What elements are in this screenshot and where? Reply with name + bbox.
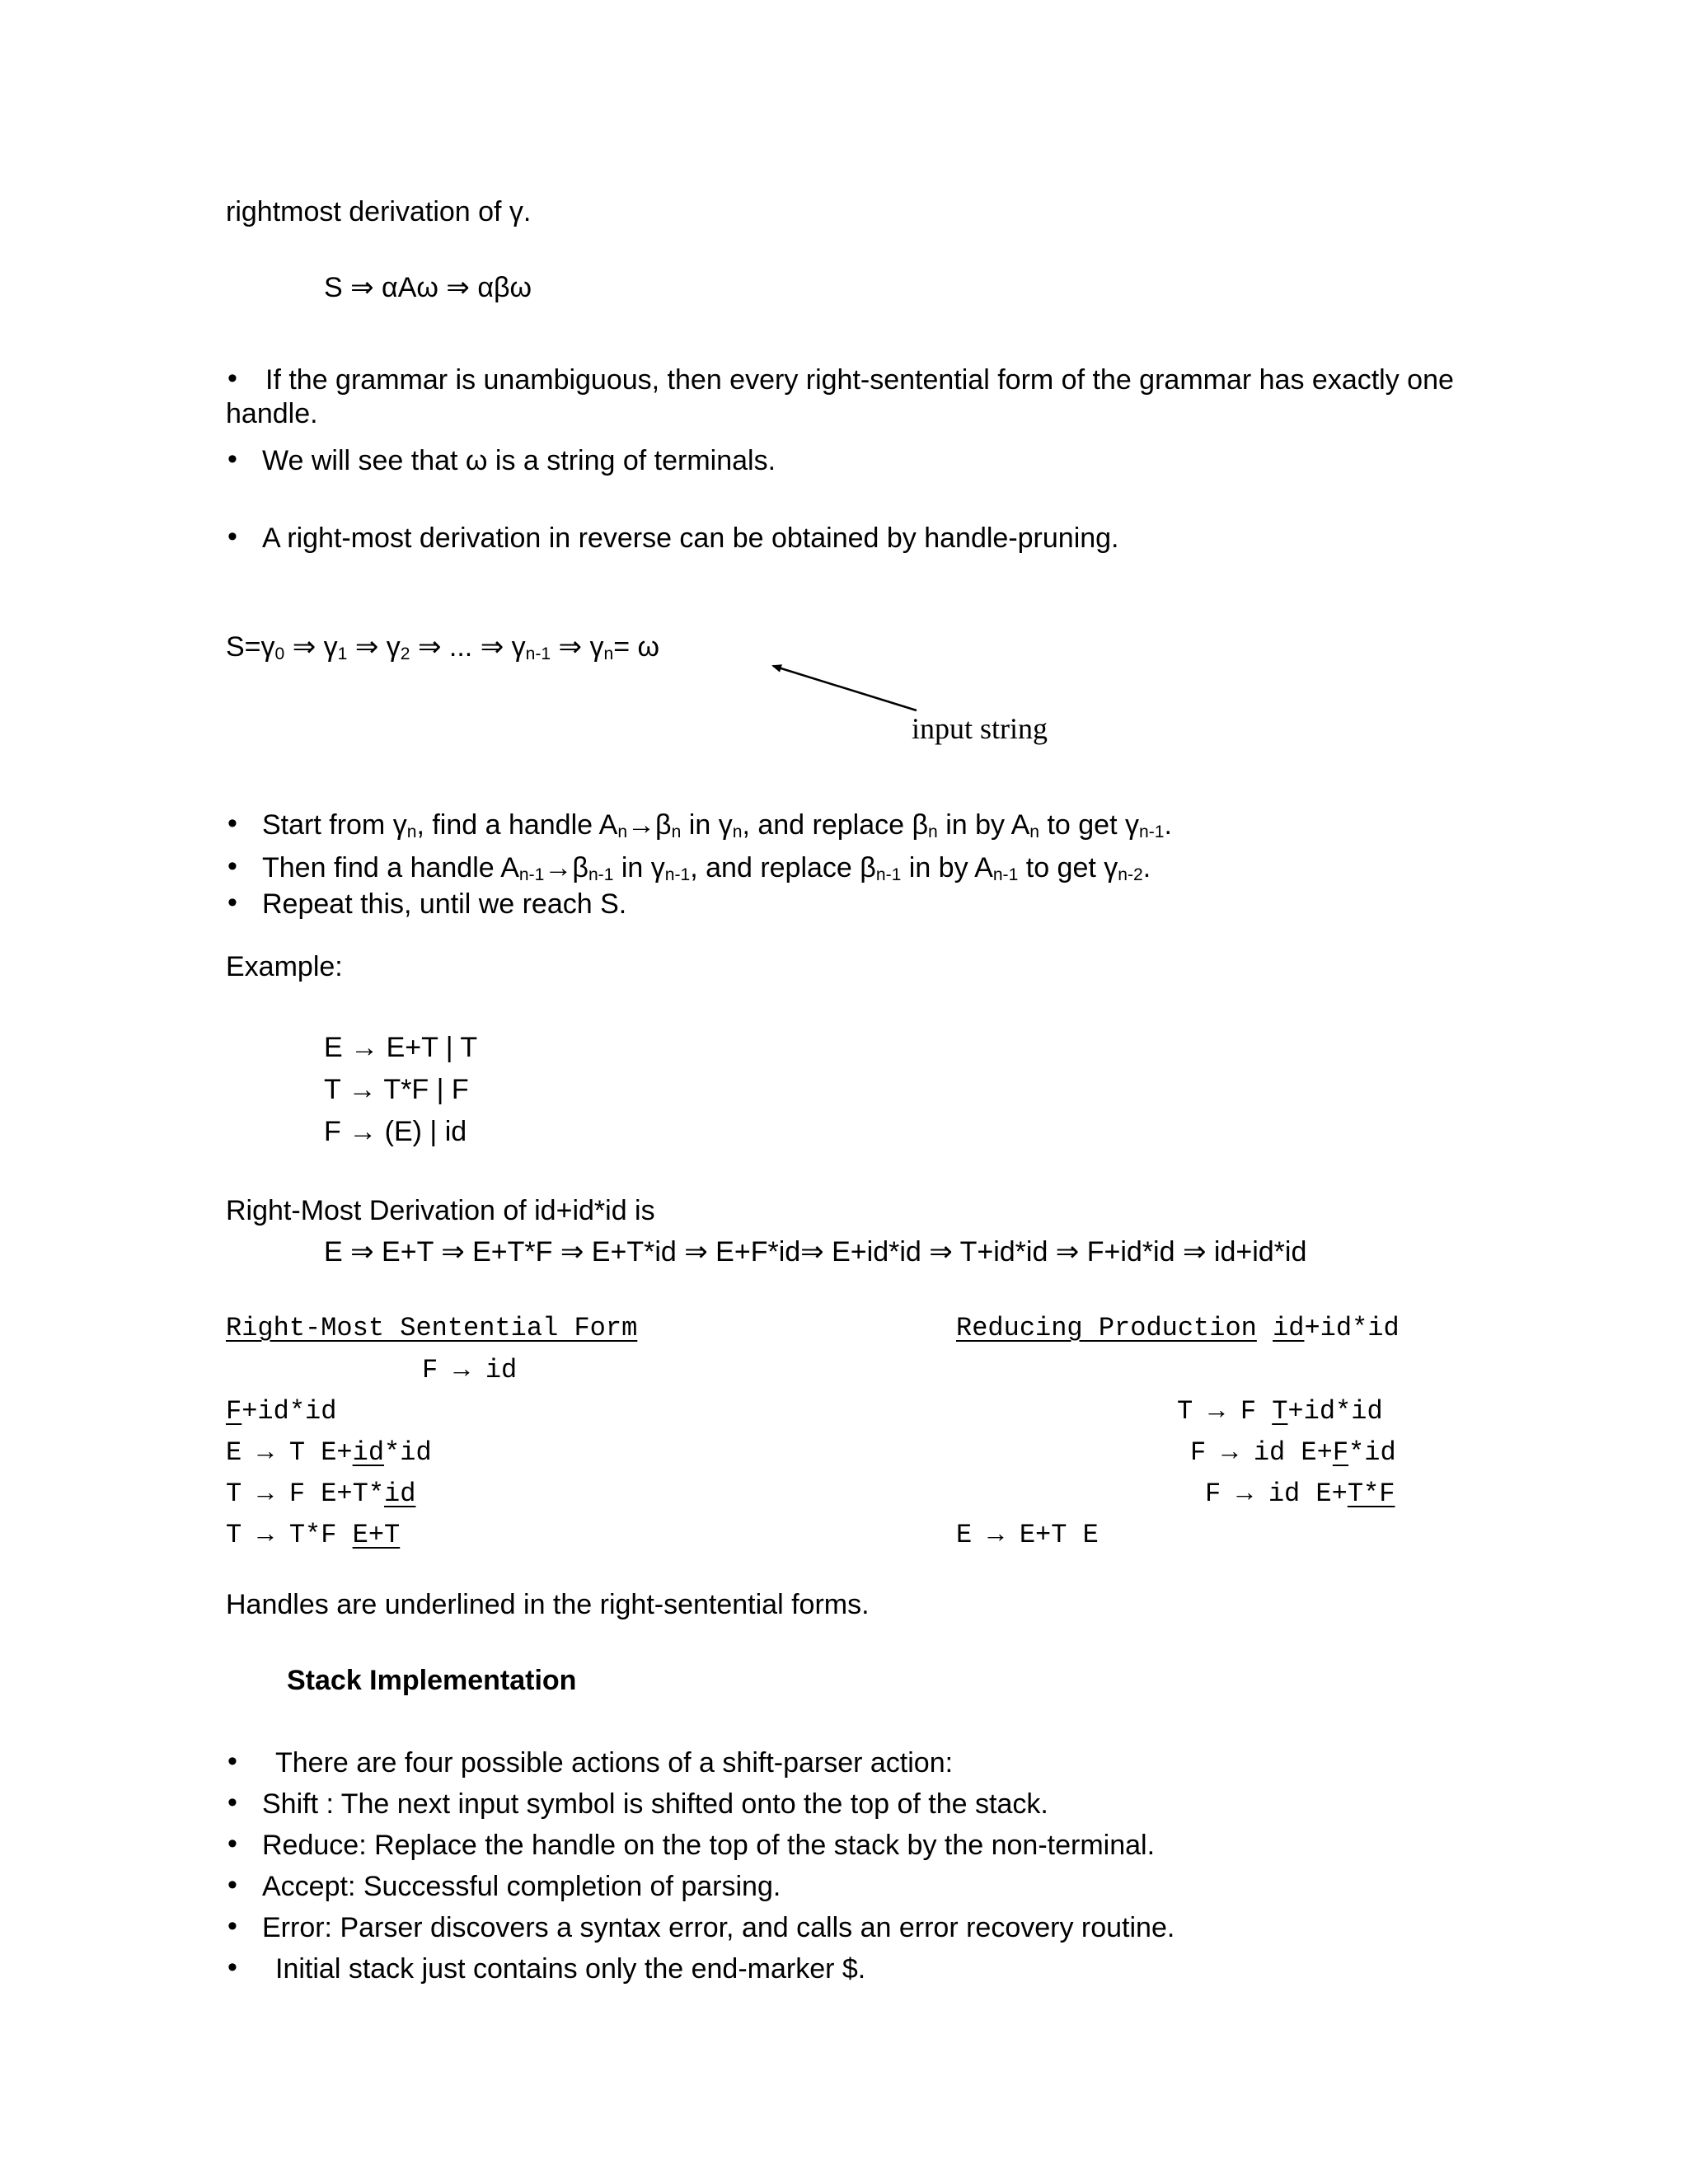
bullet-text: Then find a handle $A_{n-1}\to\beta_{n-1}$ in $\gamma_{n-1}$, and replace $\beta_{n-1}$ in by $A_{n-1}$ to get $\gamma_{n-2}$. — [262, 852, 1151, 884]
bullet-text: We will see that ω is a string of terminals. — [262, 445, 776, 476]
bullet-icon: • — [227, 1746, 237, 1777]
bullet-text: Start from $\gamma_n$, find a handle $A_n\to\beta_n$ in $\gamma_n$, and replace $\beta_n$ in by $A_n$ to get $\gamma_{n-1}$. — [262, 809, 1172, 841]
grammar-rule: F → (E) | id — [324, 1116, 467, 1147]
bullet-text: Error: Parser discovers a syntax error, and calls an error recovery routine. — [262, 1912, 1175, 1943]
derivation-rule: S ⇒ αAω ⇒ αβω — [324, 272, 532, 303]
bullet-icon: • — [227, 363, 237, 394]
bullet-icon: • — [227, 1828, 237, 1859]
table-row-right: F → id E+T*F — [1205, 1479, 1395, 1509]
bullet-icon: • — [227, 443, 237, 475]
intro-line: rightmost derivation of γ. — [226, 196, 532, 227]
bullet-text: Reduce: Replace the handle on the top of the stack by the non-terminal. — [262, 1830, 1156, 1861]
table-row: E → T E+id*id — [226, 1437, 432, 1468]
table-row: T → T*F E+T — [226, 1520, 401, 1550]
bullet-icon: • — [227, 887, 237, 918]
grammar-rule: E → E+T | T — [324, 1032, 478, 1063]
table-header-right: Reducing Production id+id*id — [956, 1313, 1400, 1343]
bullet-text: A right-most derivation in reverse can be obtained by handle-pruning. — [262, 523, 1119, 554]
table-row: T → F E+T*id — [226, 1479, 416, 1509]
grammar-rule: T → T*F | F — [324, 1074, 469, 1105]
bullet-icon: • — [227, 1910, 237, 1942]
bullet-text: Accept: Successful completion of parsing. — [262, 1871, 781, 1902]
section-heading: Stack Implementation — [287, 1665, 577, 1696]
input-string-label: input string — [912, 712, 1048, 745]
rmd-title: Right-Most Derivation of id+id*id is — [226, 1195, 655, 1226]
table-row-right: F → id E+F*id — [1190, 1437, 1396, 1468]
bullet-text: Initial stack just contains only the end-marker $. — [275, 1953, 866, 1985]
table-row-right: T → F T+id*id — [1177, 1396, 1383, 1427]
bullet-text-continuation: handle. — [226, 398, 318, 429]
example-label: Example: — [226, 951, 343, 982]
table-row-right: E → E+T E — [956, 1520, 1099, 1550]
bullet-icon: • — [227, 1787, 237, 1818]
bullet-icon: • — [227, 521, 237, 552]
derivation-sequence: $S=\gamma_0$ ⇒ $\gamma_1$ ⇒ $\gamma_2$ ⇒ ... ⇒ $\gamma_{n-1}$ ⇒ $\gamma_n= \omega$ — [226, 631, 660, 663]
bullet-text: Shift : The next input symbol is shifted onto the top of the stack. — [262, 1788, 1048, 1820]
bullet-text: Repeat this, until we reach S. — [262, 888, 627, 920]
table-header-left: Right-Most Sentential Form — [226, 1313, 638, 1343]
rmd-chain: E ⇒ E+T ⇒ E+T*F ⇒ E+T*id ⇒ E+F*id⇒ E+id*id ⇒ T+id*id ⇒ F+id*id ⇒ id+id*id — [324, 1236, 1307, 1268]
table-row: F → id — [422, 1355, 518, 1385]
bullet-icon: • — [227, 1952, 237, 1983]
bullet-icon: • — [227, 1869, 237, 1900]
bullet-icon: • — [227, 808, 237, 839]
bullet-icon: • — [227, 851, 237, 882]
handles-note: Handles are underlined in the right-sentential forms. — [226, 1589, 870, 1620]
table-row: F+id*id — [226, 1396, 337, 1427]
bullet-text: If the grammar is unambiguous, then every right-sentential form of the grammar has exactly one — [265, 364, 1454, 396]
bullet-text: There are four possible actions of a shift-parser action: — [275, 1747, 954, 1779]
